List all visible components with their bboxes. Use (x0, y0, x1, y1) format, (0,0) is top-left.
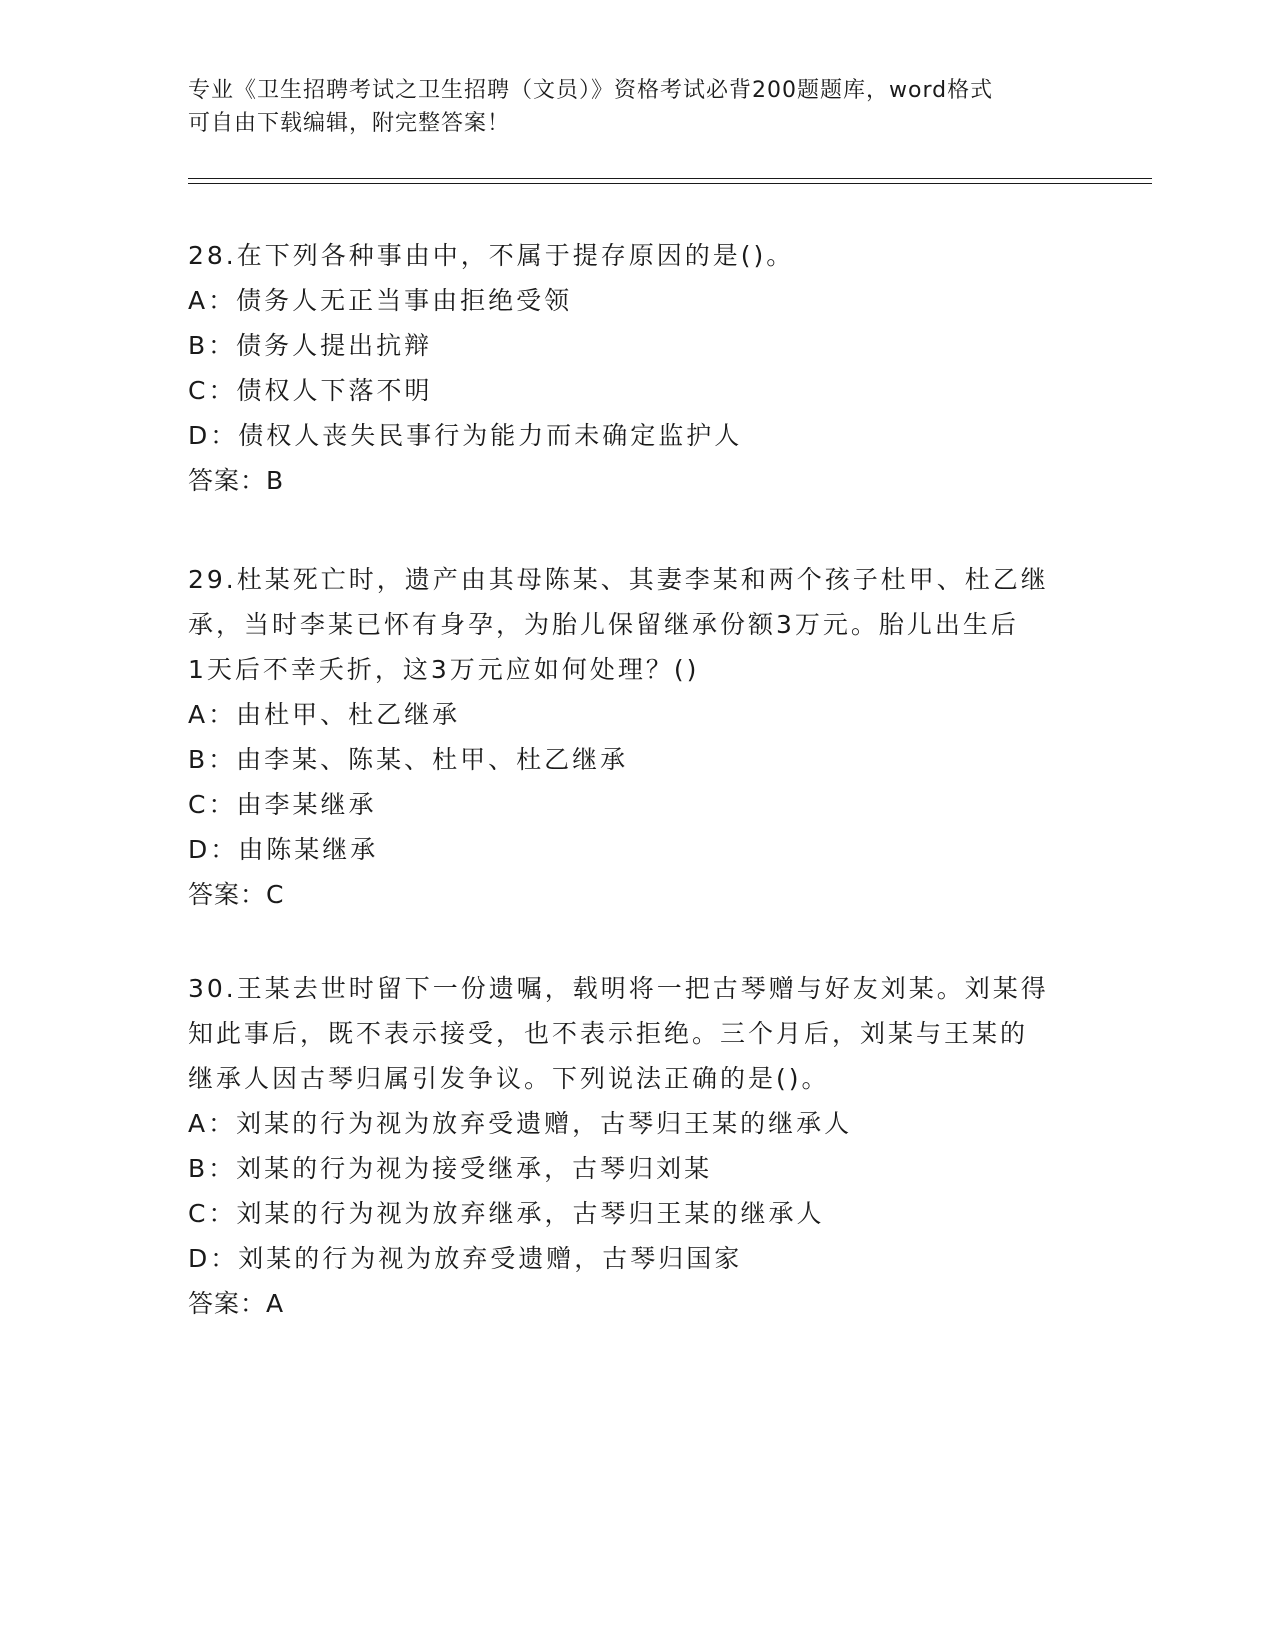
header-line-1: 专业《卫生招聘考试之卫生招聘（文员）》资格考试必背200题题库，word格式 (188, 78, 994, 103)
option-b: B：债务人提出抗辩 (188, 331, 433, 360)
option-b: B：由李某、陈某、杜甲、杜乙继承 (188, 745, 629, 774)
option-d: D：债权人丧失民事行为能力而未确定监护人 (188, 421, 743, 450)
answer: 答案：A (188, 1289, 285, 1318)
option-c: C：由李某继承 (188, 790, 377, 819)
question-text: 知此事后，既不表示接受，也不表示拒绝。三个月后，刘某与王某的 (188, 1019, 1029, 1048)
option-a: A：由杜甲、杜乙继承 (188, 700, 461, 729)
question-text: 承，当时李某已怀有身孕，为胎儿保留继承份额3万元。胎儿出生后 (188, 610, 1019, 639)
question-text: 1天后不幸夭折，这3万元应如何处理？() (188, 655, 700, 684)
option-a: A：债务人无正当事由拒绝受领 (188, 286, 573, 315)
header-divider-top (188, 178, 1152, 179)
question-29 (188, 557, 1088, 917)
option-b: B：刘某的行为视为接受继承，古琴归刘某 (188, 1154, 713, 1183)
question-text: 29.杜某死亡时，遗产由其母陈某、其妻李某和两个孩子杜甲、杜乙继 (188, 565, 1049, 594)
header-divider-bottom (188, 183, 1152, 184)
option-a: A：刘某的行为视为放弃受遗赠，古琴归王某的继承人 (188, 1109, 853, 1138)
header-line-2: 可自由下载编辑，附完整答案！ (188, 111, 511, 136)
question-28 (188, 233, 1088, 503)
question-text: 28.在下列各种事由中，不属于提存原因的是()。 (188, 241, 795, 270)
option-d: D：由陈某继承 (188, 835, 379, 864)
answer: 答案：B (188, 466, 285, 495)
question-text: 30.王某去世时留下一份遗嘱，载明将一把古琴赠与好友刘某。刘某得 (188, 974, 1049, 1003)
question-30 (188, 966, 1088, 1326)
option-c: C：刘某的行为视为放弃继承，古琴归王某的继承人 (188, 1199, 825, 1228)
option-c: C：债权人下落不明 (188, 376, 433, 405)
option-d: D：刘某的行为视为放弃受遗赠，古琴归国家 (188, 1244, 743, 1273)
answer: 答案：C (188, 880, 285, 909)
document-header (188, 74, 1088, 140)
question-text: 继承人因古琴归属引发争议。下列说法正确的是()。 (188, 1064, 830, 1093)
